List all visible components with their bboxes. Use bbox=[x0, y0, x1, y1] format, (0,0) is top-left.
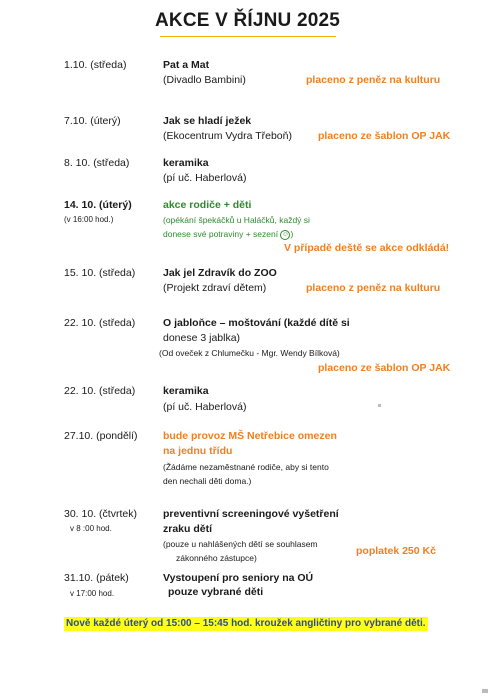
scan-speck bbox=[378, 404, 381, 407]
event-name: akce rodiče + děti bbox=[163, 199, 252, 211]
event-name: O jabloňce – moštování (každé dítě si bbox=[163, 317, 350, 329]
event-detail: (Divadlo Bambini) bbox=[163, 74, 246, 86]
event-date: 30. 10. (čtvrtek) bbox=[64, 508, 137, 520]
event-date: 31.10. (pátek) bbox=[64, 572, 129, 584]
event-name: keramika bbox=[163, 157, 209, 169]
event-date: 22. 10. (středa) bbox=[64, 385, 136, 397]
english-club-note: Nově každé úterý od 15:00 – 15:45 hod. kroužek angličtiny pro vybrané děti. bbox=[66, 618, 426, 629]
event-date: 27.10. (pondělí) bbox=[64, 430, 138, 442]
page-title: AKCE V ŘÍJNU 2025 bbox=[154, 10, 341, 31]
event-detail: (pí uč. Haberlová) bbox=[163, 401, 247, 413]
smiley-icon: ☺ bbox=[281, 230, 290, 238]
event-name-continued: zraku dětí bbox=[163, 523, 213, 535]
event-detail: donese své potraviny + sezení ☺) bbox=[163, 229, 294, 239]
event-warning: V případě deště se akce odkládá! bbox=[284, 242, 450, 254]
event-detail: (pí uč. Haberlová) bbox=[163, 172, 247, 184]
event-name-continued: na jednu třídu bbox=[163, 445, 233, 457]
event-date: 1.10. (středa) bbox=[64, 59, 127, 71]
event-detail: (pouze u nahlášených dětí se souhlasem bbox=[163, 539, 318, 549]
event-date: 15. 10. (středa) bbox=[64, 267, 136, 279]
event-payment: placeno ze šablon OP JAK bbox=[318, 362, 451, 374]
event-detail: den nechali děti doma.) bbox=[163, 476, 252, 486]
event-detail: (Ekocentrum Vydra Třeboň) bbox=[163, 130, 292, 142]
event-name: Jak se hladí ježek bbox=[163, 115, 252, 127]
title-underline bbox=[160, 36, 336, 37]
event-detail: (Projekt zdraví dětem) bbox=[163, 282, 267, 294]
event-name: Jak jel Zdravík do ZOO bbox=[163, 267, 277, 279]
event-name: preventivní screeningové vyšetření bbox=[163, 508, 339, 520]
event-date: 14. 10. (úterý) bbox=[64, 199, 132, 211]
event-time: (v 16:00 hod.) bbox=[64, 215, 114, 224]
event-date: 7.10. (úterý) bbox=[64, 115, 121, 127]
event-date: 8. 10. (středa) bbox=[64, 157, 130, 169]
event-payment: placeno z peněz na kulturu bbox=[306, 282, 441, 294]
event-detail: (Žádáme nezaměstnané rodiče, aby si tento bbox=[163, 462, 329, 472]
event-time: v 8 :00 hod. bbox=[70, 524, 112, 533]
event-name: Pat a Mat bbox=[163, 59, 210, 71]
event-name: keramika bbox=[163, 385, 209, 397]
event-detail: (Od oveček z Chlumečku - Mgr. Wendy Bílková) bbox=[159, 348, 340, 358]
event-name-continued: donese 3 jablka) bbox=[163, 332, 241, 344]
scan-speck bbox=[482, 689, 488, 693]
event-time: v 17:00 hod. bbox=[70, 589, 115, 598]
event-detail: (opékání špekáčků u Haláčků, každý si bbox=[163, 215, 310, 225]
event-name: bude provoz MŠ Netřebice omezen bbox=[163, 430, 337, 442]
event-date: 22. 10. (středa) bbox=[64, 317, 136, 329]
event-payment: poplatek 250 Kč bbox=[356, 545, 436, 557]
event-payment: placeno ze šablon OP JAK bbox=[318, 130, 451, 142]
event-detail: zákonného zástupce) bbox=[176, 553, 257, 563]
event-name-continued: pouze vybrané děti bbox=[168, 586, 264, 598]
event-payment: placeno z peněz na kulturu bbox=[306, 74, 441, 86]
event-name: Vystoupení pro seniory na OÚ bbox=[163, 572, 314, 584]
